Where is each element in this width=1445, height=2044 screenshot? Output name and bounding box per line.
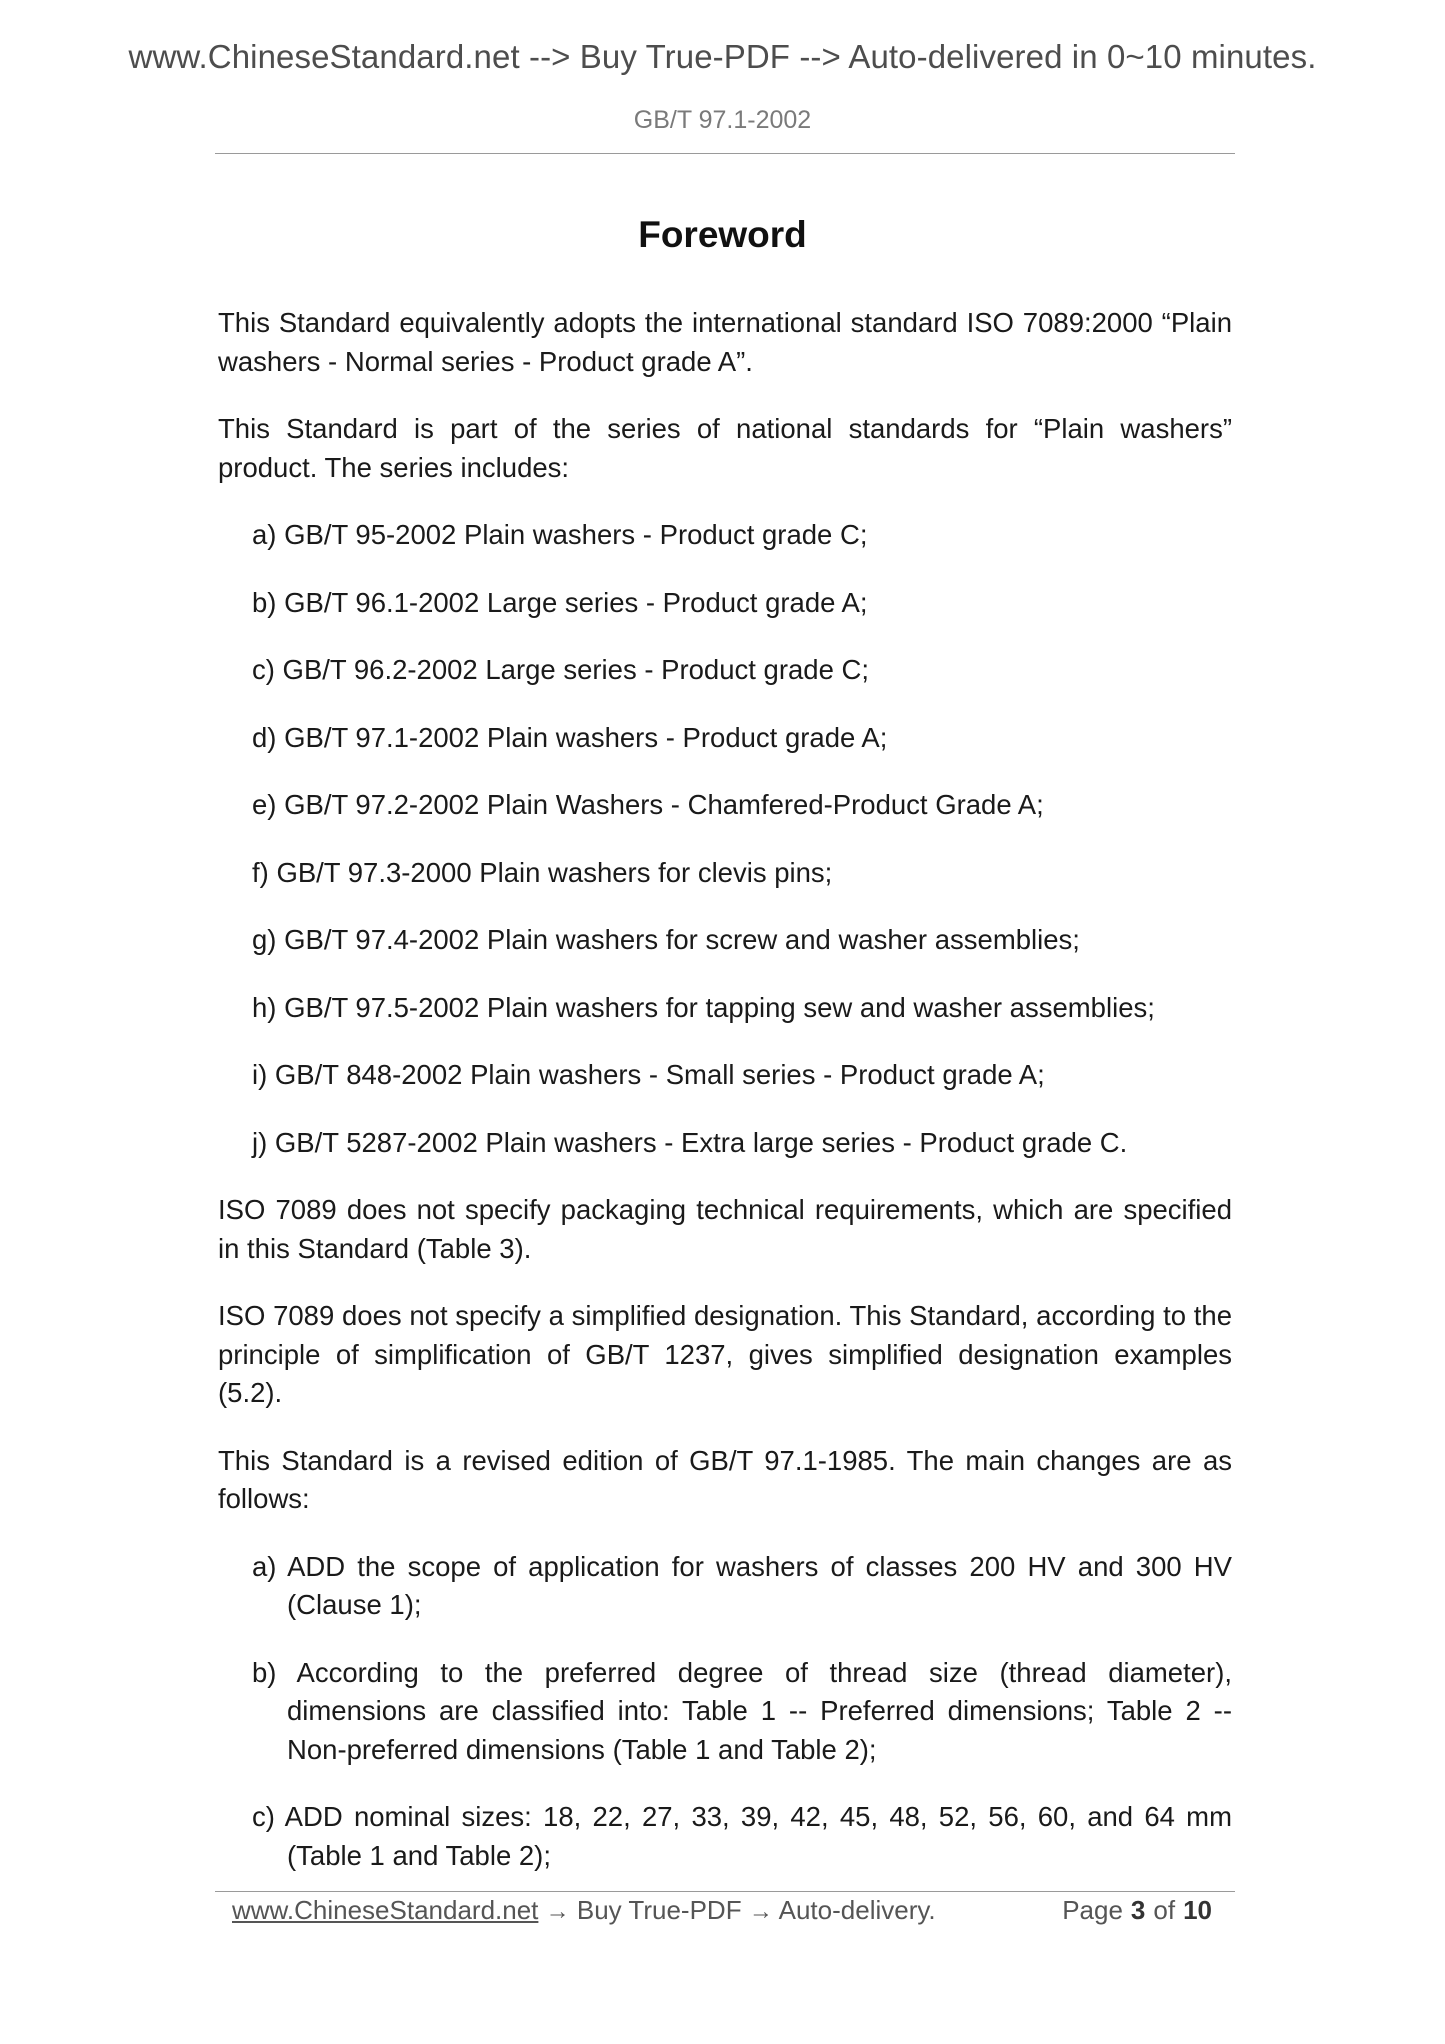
footer-divider [215, 1891, 1235, 1892]
paragraph-series-intro: This Standard is part of the series of national standards for “Plain washers” product. The series includes: [218, 413, 1232, 483]
list-item: c) GB/T 96.2-2002 Large series - Product grade C; [252, 654, 870, 685]
changes-list [218, 1548, 1232, 1876]
list-item: f) GB/T 97.3-2000 Plain washers for clevis pins; [252, 856, 833, 888]
list-item: h) GB/T 97.5-2002 Plain washers for tapping sew and washer assemblies; [252, 991, 1155, 1023]
arrow-right-icon: → [545, 1898, 570, 1925]
list-item: i) GB/T 848-2002 Plain washers - Small series - Product grade A; [252, 1059, 1045, 1090]
document-body [218, 304, 1232, 1904]
list-item: a) ADD the scope of application for washers of classes 200 HV and 300 HV (Clause 1); [252, 1550, 1232, 1620]
list-item: b) GB/T 96.1-2002 Large series - Product grade A; [252, 586, 868, 618]
arrow-right-icon: → [748, 1898, 773, 1925]
list-item: g) GB/T 97.4-2002 Plain washers for screw and washer assemblies; [252, 924, 1080, 955]
footer-buy-text: Buy True-PDF [576, 1895, 742, 1925]
footer-site-link[interactable]: www.ChineseStandard.net [232, 1895, 539, 1925]
top-banner: www.ChineseStandard.net --> Buy True-PDF --> Auto-delivered in 0~10 minutes. [128, 38, 1317, 75]
list-item: e) GB/T 97.2-2002 Plain Washers - Chamfered-Product Grade A; [252, 789, 1044, 820]
page-of-label: of [1153, 1895, 1176, 1925]
page-footer [232, 1895, 1212, 1926]
page-label: Page [1062, 1895, 1123, 1925]
paragraph-packaging: ISO 7089 does not specify packaging technical requirements, which are specified in this Standard (Table 3). [218, 1194, 1232, 1264]
footer-delivery-text: Auto-delivery. [778, 1895, 936, 1925]
list-item: a) GB/T 95-2002 Plain washers - Product grade C; [252, 519, 868, 550]
list-item: c) ADD nominal sizes: 18, 22, 27, 33, 39, 42, 45, 48, 52, 56, 60, and 64 mm (Table 1 and Table 2); [252, 1801, 1232, 1871]
header-divider [215, 153, 1235, 154]
document-code: GB/T 97.1-2002 [633, 106, 812, 134]
list-item: d) GB/T 97.1-2002 Plain washers - Product grade A; [252, 721, 888, 753]
page-title: Foreword [638, 214, 807, 255]
page-total: 10 [1183, 1895, 1212, 1925]
paragraph-adoption: This Standard equivalently adopts the international standard ISO 7089:2000 “Plain washers - Normal series - Product grade A”. [218, 307, 1232, 377]
paragraph-designation: ISO 7089 does not specify a simplified designation. This Standard, according to the principle of simplification of GB/T 1237, gives simplified designation examples (5.2). [218, 1300, 1232, 1408]
list-item: b) According to the preferred degree of thread size (thread diameter), dimensions are classified into: Table 1 -- Preferred dimensions; Table 2 -- Non-preferred dimensions (Table 1 and Table 2); [252, 1656, 1232, 1765]
list-item: j) GB/T 5287-2002 Plain washers - Extra large series - Product grade C. [252, 1126, 1128, 1158]
page-current: 3 [1130, 1895, 1146, 1925]
series-list [218, 516, 1232, 1162]
page-indicator [1062, 1895, 1212, 1926]
paragraph-revision: This Standard is a revised edition of GB/T 97.1-1985. The main changes are as follows: [218, 1444, 1232, 1514]
